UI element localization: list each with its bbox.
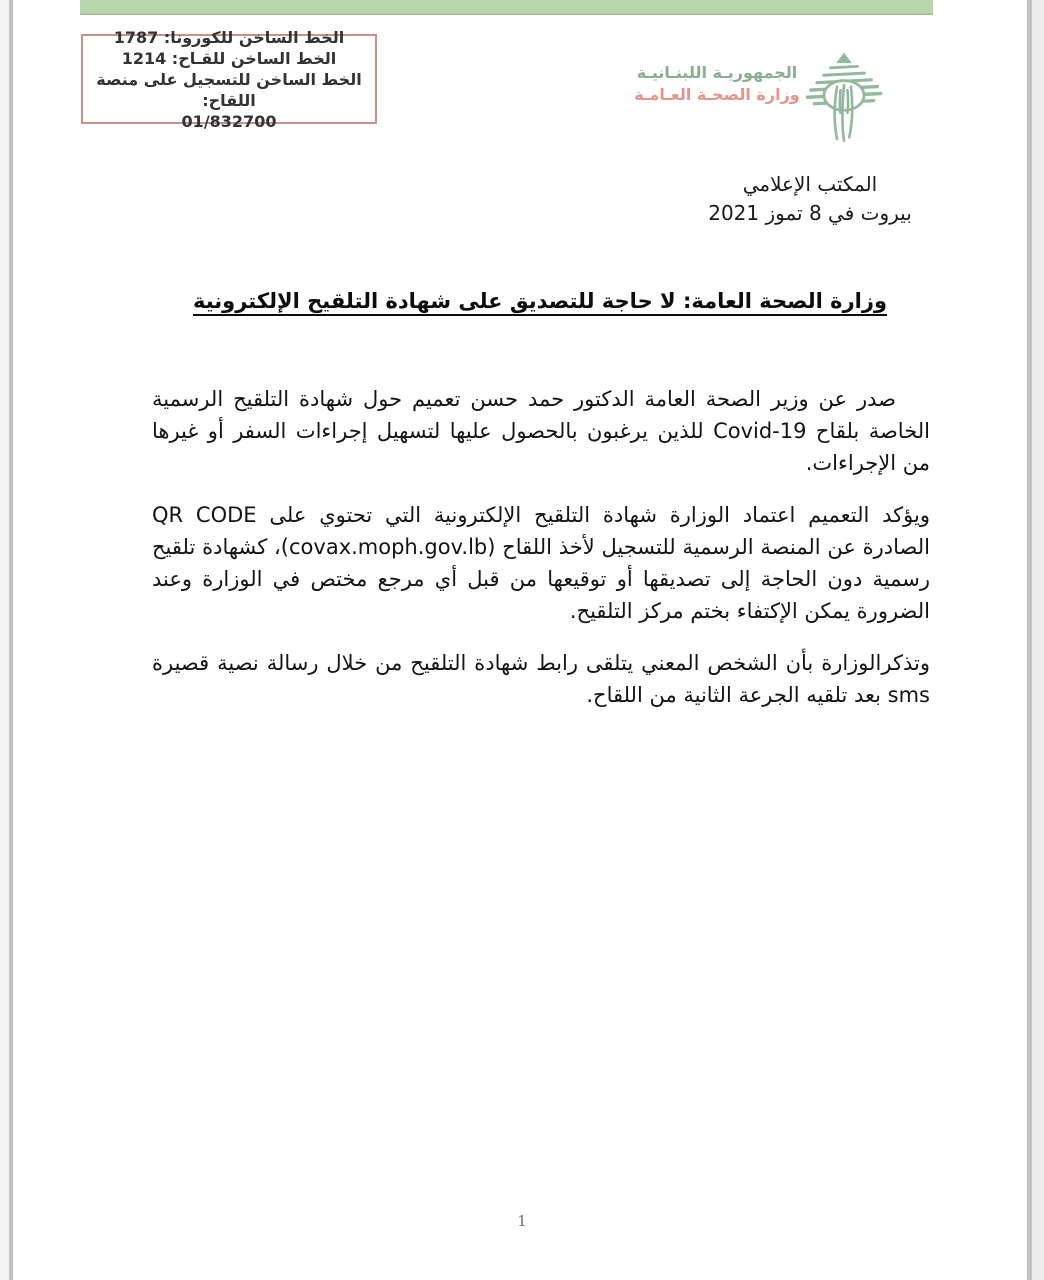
left-edge-line <box>9 0 13 1280</box>
hotline-corona-line: الخط الساخن للكورونا: 1787 <box>113 27 345 47</box>
document-title: وزارة الصحة العامة: لا حاجة للتصديق على شهادة التلقيح الإلكترونية <box>192 289 888 313</box>
cedar-tree-icon <box>800 50 888 146</box>
top-green-strip <box>80 0 933 15</box>
hotline-box <box>81 27 377 131</box>
hotline-phone-number: 01/832700 <box>181 111 277 131</box>
press-office-block <box>700 170 920 228</box>
hotline-platform-line: الخط الساخن للتسجيل على منصة اللقاح: <box>96 69 362 110</box>
left-edge-band <box>0 0 9 1280</box>
hotline-vaccine-line: الخط الساخن للقـاح: 1214 <box>121 48 337 68</box>
ministry-name-label: وزارة الصحـة العـامـة <box>634 85 800 104</box>
ministry-logo-text <box>632 62 802 106</box>
body-paragraph-3: وتذكرالوزارة بأن الشخص المعني يتلقى رابط شهادة التلقيح من خلال رسالة نصية قصيرة sms بعد تلقيه الجرعة الثانية من اللقاح. <box>152 651 930 707</box>
document-body <box>152 383 930 731</box>
body-paragraph-1: صدر عن وزير الصحة العامة الدكتور حمد حسن تعميم حول شهادة التلقيح الرسمية الخاصة بلقاح Covid-19 للذين يرغبون بالحصول عليها لتسهيل إجراءات السفر أو غيرها من الإجراءات. <box>152 387 930 475</box>
right-edge-band <box>1032 0 1044 1280</box>
press-office-label: المكتب الإعلامي <box>742 172 878 196</box>
page-number: 1 <box>517 1212 527 1230</box>
body-paragraph-2: ويؤكد التعميم اعتماد الوزارة شهادة التلقيح الإلكترونية التي تحتوي على QR CODE الصادرة عن المنصة الرسمية للتسجيل لأخذ اللقاح (covax.moph.gov.lb)، كشهادة تلقيح رسمية دون الحاجة إلى تصديقها أو توقيعها من قبل أي مرجع مختص في الوزارة وعند الضرورة يمكن الإكتفاء بختم مركز التلقيح. <box>152 503 930 623</box>
republic-name-label: الجمهوريـة اللبنـانيـة <box>636 63 798 82</box>
ministry-logo <box>630 42 910 152</box>
dateline-label: بيروت في 8 تموز 2021 <box>708 201 912 225</box>
